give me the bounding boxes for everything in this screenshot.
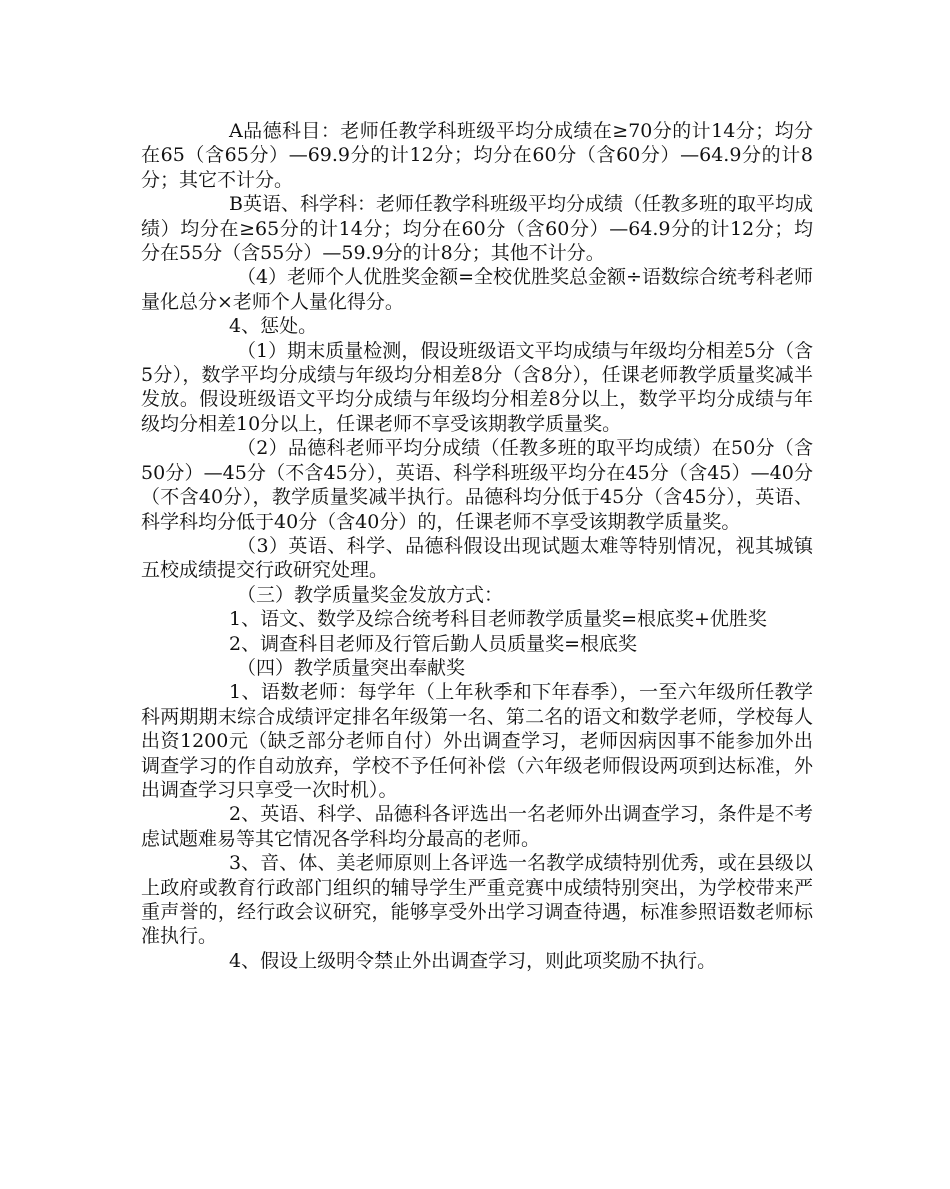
document-body <box>141 119 813 973</box>
paragraph-contribution-4: 4、假设上级明令禁止外出调查学习，则此项奖励不执行。 <box>229 949 717 972</box>
heading-outstanding-contribution: （四）教学质量突出奉献奖 <box>237 656 466 679</box>
paragraph-contribution-1: 1、语数老师：每学年（上年秋季和下年春季），一至六年级所任教学科两期期末综合成绩评定排名年级第一名、第二名的语文和数学老师，学校每人出资1200元（缺乏部分老师自付）外出调查学习，老师因病因事不能参加外出调查学习的作自动放弃，学校不予任何补偿（六年级老师假设两项到达标准，外出调查学习只享受一次时机）。 <box>141 681 813 801</box>
paragraph-contribution-3: 3、音、体、美老师原则上各评选一名教学成绩特别优秀，或在县级以上政府或教育行政部门组织的辅导学生严重竞赛中成绩特别突出，为学校带来严重声誉的，经行政会议研究，能够享受外出学习调查待遇，标准参照语数老师标准执行。 <box>141 852 813 948</box>
paragraph-payment-2: 2、调查科目老师及行管后勤人员质量奖=根底奖 <box>229 632 638 655</box>
paragraph-penalty-3: （3）英语、科学、品德科假设出现试题太难等特别情况，视其城镇五校成绩提交行政研究处理。 <box>141 534 813 582</box>
paragraph-contribution-2: 2、英语、科学、品德科各评选出一名老师外出调查学习，条件是不考虑试题难易等其它情况各学科均分最高的老师。 <box>141 803 813 850</box>
paragraph-penalty-2: （2）品德科老师平均分成绩（任教多班的取平均成绩）在50分（含50分）—45分（不含45分），英语、科学科班级平均分在45分（含45）—40分（不含40分），教学质量奖减半执行。品德科均分低于45分（含45分），英语、科学科均分低于40分（含40分）的，任课老师不享受该期教学质量奖。 <box>141 437 813 533</box>
paragraph-individual-award-formula: （4）老师个人优胜奖金额=全校优胜奖总金额÷语数综合统考科老师量化总分×老师个人量化得分。 <box>141 266 813 313</box>
paragraph-moral-subject-scoring: A品德科目：老师任教学科班级平均分成绩在≥70分的计14分；均分在65（含65分）—69.9分的计12分；均分在60分（含60分）—64.9分的计8分；其它不计分。 <box>141 120 813 191</box>
heading-penalties: 4、惩处。 <box>229 315 318 338</box>
paragraph-english-science-scoring: B英语、科学科：老师任教学科班级平均分成绩（任教多班的取平均成绩）均分在≥65分的计14分；均分在60分（含60分）—64.9分的计12分；均分在55分（含55分）—59.9分的计8分；其他不计分。 <box>141 193 813 265</box>
paragraph-penalty-1: （1）期末质量检测，假设班级语文平均成绩与年级均分相差5分（含5分），数学平均分成绩与年级均分相差8分（含8分），任课老师教学质量奖减半发放。假设班级语文平均分成绩与年级均分相差8分以上，数学平均分成绩与年级均分相差10分以上，任课老师不享受该期教学质量奖。 <box>141 339 813 435</box>
paragraph-payment-1: 1、语文、数学及综合统考科目老师教学质量奖=根底奖+优胜奖 <box>229 608 767 631</box>
heading-payment-method: （三）教学质量奖金发放方式： <box>237 583 504 606</box>
